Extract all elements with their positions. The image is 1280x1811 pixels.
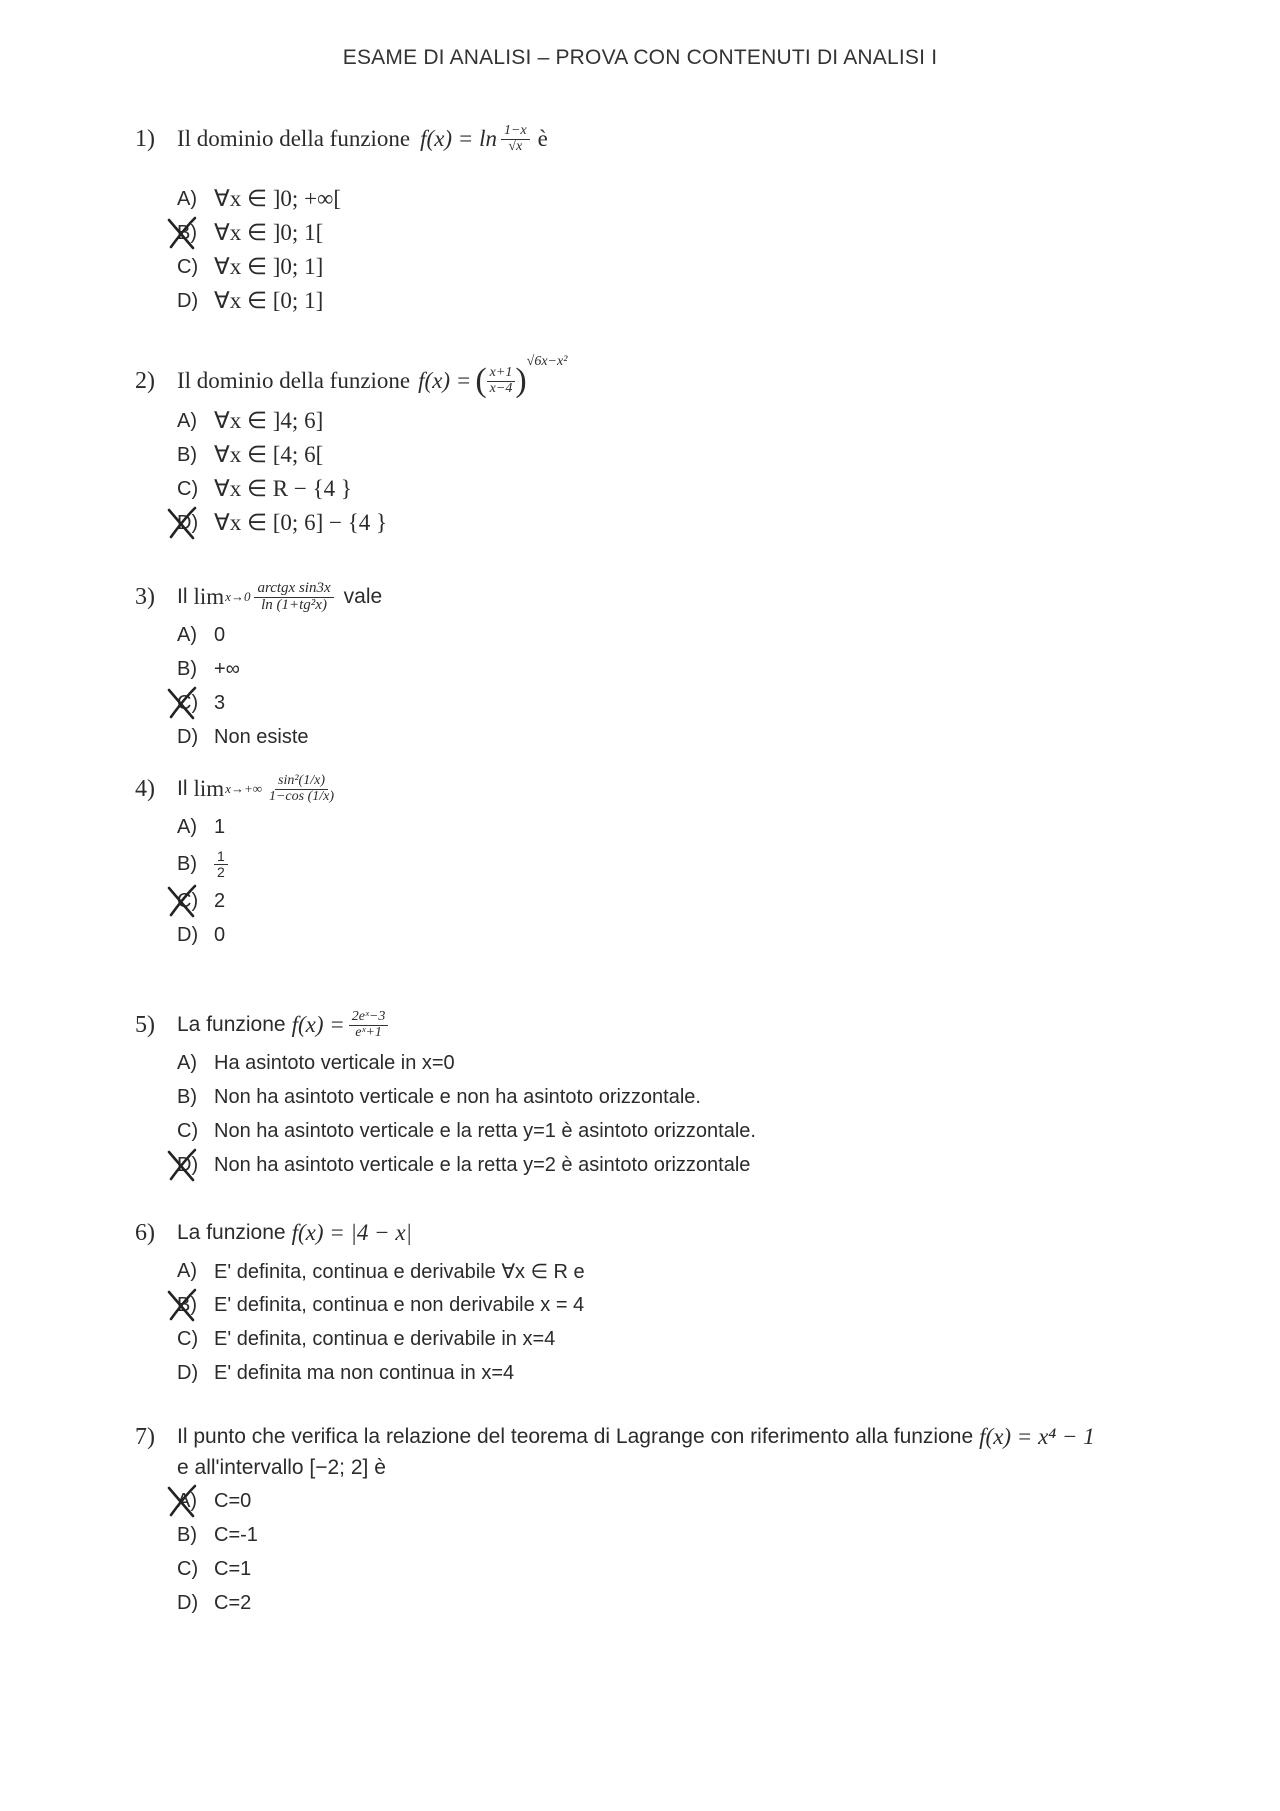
formula-lim-sub: x→+∞	[225, 781, 262, 796]
option-text: ∀x ∈ ]0; 1]	[214, 254, 324, 279]
option-label: A)	[177, 1489, 197, 1512]
page-title: ESAME DI ANALISI – PROVA CON CONTENUTI DI ANALISI I	[342, 46, 938, 69]
option-c[interactable]	[177, 1114, 1195, 1148]
option-label: B)	[177, 443, 197, 466]
fraction-denominator: 1−cos (1/x)	[268, 788, 335, 804]
option-text: +∞	[214, 657, 240, 680]
formula-lhs: f(x) = x⁴ − 1	[979, 1424, 1095, 1449]
options-list	[177, 810, 1195, 952]
option-label: C)	[177, 1327, 199, 1350]
option-text: Non ha asintoto verticale e la retta y=2 è asintoto orizzontale	[214, 1153, 751, 1176]
question-number: 1)	[135, 125, 155, 152]
question-number: 6)	[135, 1219, 155, 1246]
formula-lim: lim	[193, 584, 225, 609]
option-label: A)	[177, 409, 197, 432]
option-b[interactable]	[177, 1288, 1195, 1322]
question-text: La funzione	[177, 1013, 286, 1036]
option-a[interactable]	[177, 182, 1195, 216]
question-4	[135, 772, 1195, 952]
option-d[interactable]	[177, 1586, 1195, 1620]
formula-fraction	[487, 366, 516, 396]
option-label: B)	[177, 1293, 197, 1316]
option-label: A)	[177, 815, 197, 838]
option-text: E' definita, continua e derivabile ∀x ∈ R e	[214, 1260, 585, 1283]
formula-exponent: √6x−x²	[526, 354, 568, 369]
question-number: 3)	[135, 583, 155, 610]
option-c[interactable]	[177, 1322, 1195, 1356]
option-label: A)	[177, 1259, 197, 1282]
fraction-numerator: sin²(1/x)	[275, 774, 328, 790]
question-number: 7)	[135, 1423, 155, 1450]
question-number: 5)	[135, 1011, 155, 1038]
option-text: C=2	[214, 1591, 252, 1614]
option-label: C)	[177, 889, 199, 912]
option-b[interactable]	[177, 1080, 1195, 1114]
option-c[interactable]	[177, 250, 1195, 284]
formula-suffix: vale	[343, 585, 383, 608]
option-label: C)	[177, 255, 199, 278]
fraction-numerator: x+1	[487, 366, 516, 382]
option-c[interactable]	[177, 472, 1195, 506]
formula-lim: lim	[193, 776, 225, 801]
option-text: ∀x ∈ R − {4 }	[214, 476, 352, 501]
fraction-denominator: x−4	[489, 380, 513, 396]
options-list	[177, 1484, 1195, 1620]
formula-lhs: f(x) =	[418, 368, 472, 393]
option-label: D)	[177, 511, 199, 534]
option-b[interactable]	[177, 844, 1195, 884]
option-label: D)	[177, 725, 199, 748]
question-text: La funzione	[177, 1221, 286, 1244]
option-label: C)	[177, 691, 199, 714]
option-label: C)	[177, 1119, 199, 1142]
formula-fraction	[254, 581, 333, 614]
option-d[interactable]	[177, 1148, 1195, 1182]
option-b[interactable]	[177, 652, 1195, 686]
option-d[interactable]	[177, 284, 1195, 318]
option-label: B)	[177, 221, 197, 244]
formula-lhs: f(x) = |4 − x|	[291, 1220, 412, 1245]
option-text: ∀x ∈ [0; 6] − {4 }	[214, 510, 388, 535]
question-text: Il	[177, 777, 188, 800]
option-b[interactable]	[177, 438, 1195, 472]
fraction-denominator: √x	[508, 138, 523, 154]
fraction-numerator: 1	[214, 849, 228, 865]
option-text: C=0	[214, 1489, 252, 1512]
option-text: E' definita, continua e non derivabile x = 4	[214, 1293, 585, 1316]
option-label: D)	[177, 923, 199, 946]
option-text: ∀x ∈ ]4; 6]	[214, 408, 324, 433]
option-b[interactable]	[177, 1518, 1195, 1552]
option-label: B)	[177, 1523, 197, 1546]
question-6	[135, 1216, 1195, 1390]
option-c[interactable]	[177, 686, 1195, 720]
option-d[interactable]	[177, 506, 1195, 540]
option-label: B)	[177, 657, 197, 680]
formula-lhs: f(x) =	[291, 1012, 345, 1037]
options-list	[177, 1046, 1195, 1182]
fraction-denominator: eˣ+1	[355, 1024, 382, 1040]
fraction-numerator: 1−x	[501, 124, 530, 140]
option-d[interactable]	[177, 720, 1195, 754]
formula-lhs: f(x) = ln	[420, 126, 497, 151]
option-text: ∀x ∈ [0; 1]	[214, 288, 324, 313]
option-label: A)	[177, 623, 197, 646]
option-text: ∀x ∈ [4; 6[	[214, 442, 324, 467]
fraction-denominator: 2	[217, 863, 225, 880]
question-text: Il	[177, 585, 188, 608]
question-7	[135, 1420, 1195, 1620]
option-fraction	[214, 849, 228, 879]
option-text: ∀x ∈ ]0; +∞[	[214, 186, 342, 211]
question-number: 4)	[135, 775, 155, 802]
option-label: D)	[177, 1591, 199, 1614]
question-5	[135, 1008, 1195, 1182]
question-text-line2: e all'intervallo [−2; 2] è	[177, 1456, 386, 1479]
option-text: 0	[214, 623, 226, 646]
option-c[interactable]	[177, 884, 1195, 918]
question-number: 2)	[135, 367, 155, 394]
option-a[interactable]	[177, 1254, 1195, 1288]
option-text: 0	[214, 923, 226, 946]
fraction-denominator: ln (1+tg²x)	[261, 596, 327, 613]
option-a[interactable]	[177, 618, 1195, 652]
question-text: Il dominio della funzione	[177, 368, 411, 393]
formula-fraction	[349, 1010, 389, 1040]
formula-lim-sub: x→0	[225, 589, 251, 604]
option-text: 1	[214, 815, 226, 838]
formula-fraction	[266, 774, 337, 804]
options-list	[177, 1254, 1195, 1390]
option-a[interactable]	[177, 1046, 1195, 1080]
option-text: Non ha asintoto verticale e non ha asintoto orizzontale.	[214, 1085, 701, 1108]
option-label: B)	[177, 852, 197, 875]
question-3	[135, 580, 1195, 754]
option-text: ∀x ∈ ]0; 1[	[214, 220, 324, 245]
option-label: A)	[177, 187, 197, 210]
option-label: C)	[177, 1557, 199, 1580]
formula-fraction	[501, 124, 530, 154]
option-text: Ha asintoto verticale in x=0	[214, 1051, 455, 1074]
option-text: C=1	[214, 1557, 252, 1580]
option-b[interactable]	[177, 216, 1195, 250]
options-list	[177, 404, 1195, 540]
option-text: E' definita ma non continua in x=4	[214, 1361, 515, 1384]
option-d[interactable]	[177, 918, 1195, 952]
option-d[interactable]	[177, 1356, 1195, 1390]
option-text: Non esiste	[214, 725, 309, 748]
question-text: Il punto che verifica la relazione del teorema di Lagrange con riferimento alla funzione	[177, 1425, 974, 1448]
option-label: D)	[177, 1361, 199, 1384]
option-c[interactable]	[177, 1552, 1195, 1586]
fraction-numerator: arctgx sin3x	[254, 581, 333, 598]
option-a[interactable]	[177, 810, 1195, 844]
option-label: D)	[177, 289, 199, 312]
question-2: 2) Il dominio della funzione f(x) = ( $\frac{x+1}{x-4}$ ) √6x−x² A) ∀x ∈ ]4; 6] B) ∀x ∈ [4; 6[ C) ∀x ∈ R − {4 } D) ∀x ∈ [0; 6] − {4 }	[135, 362, 1195, 540]
fraction-numerator: 2eˣ−3	[349, 1010, 389, 1026]
option-text: C=-1	[214, 1523, 258, 1546]
options-list	[177, 618, 1195, 754]
option-label: C)	[177, 477, 199, 500]
option-text: E' definita, continua e derivabile in x=4	[214, 1327, 556, 1350]
option-label: A)	[177, 1051, 197, 1074]
option-label: B)	[177, 1085, 197, 1108]
options-list	[177, 182, 1195, 318]
option-label: D)	[177, 1153, 199, 1176]
option-a[interactable]	[177, 404, 1195, 438]
question-1	[135, 122, 1195, 318]
option-a[interactable]	[177, 1484, 1195, 1518]
formula-suffix: è	[537, 126, 548, 151]
option-text: 2	[214, 889, 226, 912]
option-text: 3	[214, 691, 226, 714]
option-text: Non ha asintoto verticale e la retta y=1 è asintoto orizzontale.	[214, 1119, 756, 1142]
question-text: Il dominio della funzione	[177, 126, 411, 151]
